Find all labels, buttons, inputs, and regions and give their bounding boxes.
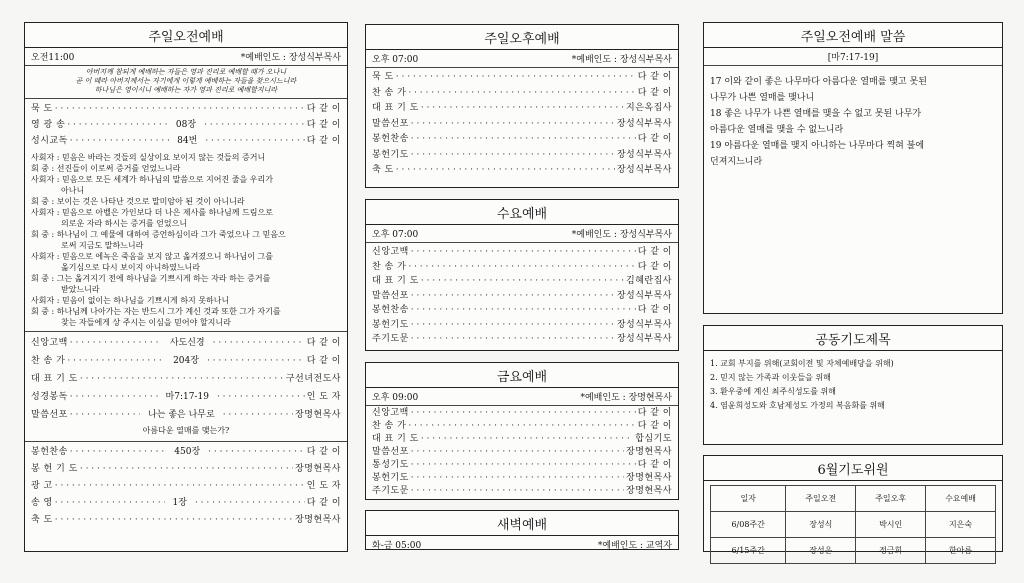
order-item: 봉헌기도 · · · 장성식부목사 [366,318,678,333]
verse-line: 19 아름다운 열매를 맺지 아니하는 나무마다 찍혀 불에 [710,141,925,151]
order-value: 다 같 이 [306,136,341,146]
order-item: 말씀선포 · · · 장명현목사 [366,446,678,459]
verse-line: 아름다운 열매를 맺을 수 없느니라 [710,125,844,135]
order-item: 봉 헌 기 도 · · · 장명현목사 [25,461,347,478]
wednesday-service-panel [365,199,679,351]
prayer-item: 1. 교회 부지를 위해(교회이전 및 자체예배당을 위해) [710,359,894,368]
wednesday-service-header: 오후 07:00 *예배인도 : 장성식부목사 [366,225,678,243]
order-item: 통성기도 · · · 다 같 이 [366,459,678,472]
order-item: 축 도 · · · 장명현목사 [25,512,347,529]
order-middle: 84번 [177,136,198,146]
responsive-line: 사회자 : 믿음으로 아벨은 가인보다 더 나은 제사를 하나님께 드림으로 의로운 자라 하시는 증거를 얻었으니 [31,208,273,228]
order-item: 말씀선포 · · · 장성식부목사 [366,289,678,304]
call-line: 아버지께 참되게 예배하는 자들은 영과 진리로 예배할 때가 오나니 [85,68,287,76]
sermon-title: 나는 좋은 나무로 [148,410,215,420]
order-item [25,101,347,117]
scripture-verses [704,66,1002,170]
morning-service-header [25,48,347,66]
prayer-committee-panel [703,455,1003,555]
order-item: 찬 송 가 · · · 다 같 이 [366,420,678,433]
order-block-3 [25,441,347,529]
order-label: 묵 도 [31,104,53,114]
friday-service-header: 오후 09:00 *예배인도 : 장명현목사 [366,388,678,406]
order-item: 대 표 기 도 · · · 합심기도 [366,433,678,446]
order-item: 봉헌기도 · · · 장성식부목사 [366,148,678,164]
table-row: 6/08주간 장성식 박시인 지은숙 [711,512,996,538]
responsive-reading [25,149,347,328]
prayer-topics-title: 공동기도제목 [704,326,1002,351]
responsive-line: 회 중 : 선진들이 이로써 증거를 얻었느니라 [31,164,181,173]
prayer-committee-title: 6월기도위원 [704,456,1002,481]
morning-service-time: 오전11:00 [31,53,75,63]
verse-line: 나무가 나쁜 열매를 맺나니 [710,93,815,103]
afternoon-service-panel [365,24,679,188]
morning-service-title: 주일오전예배 [25,23,347,48]
responsive-line: 사회자 : 믿음으로 에녹은 죽음을 보지 않고 옮겨졌으니 하나님이 그를 옮기심으로 다시 보이지 아니하였느니라 [31,252,273,272]
order-item: 봉헌찬송 · · · 450장 · · · 다 같 이 [25,444,347,461]
afternoon-service-title: 주일오후예배 [366,25,678,50]
responsive-line: 사회자 : 믿음은 바라는 것들의 실상이요 보이지 않는 것들의 증거니 [31,153,266,162]
call-line: 하나님은 영이시니 예배하는 자가 영과 진리로 예배할지니라 [94,86,278,94]
order-item: 말씀선포 · · · 나는 좋은 나무로 · · · 장명현목사 [25,406,347,424]
order-item: 광 고 · · · 인 도 자 [25,478,347,495]
morning-service-leader: *예배인도 : 장성식부목사 [240,53,341,63]
order-value: 다 같 이 [306,120,341,130]
order-item: 주기도문 · · · 장성식부목사 [366,332,678,347]
verse-line: 18 좋은 나무가 나쁜 열매를 맺을 수 없고 못된 나무가 [710,109,922,119]
morning-service-panel [24,22,348,552]
scripture-reference: [마7:17-19] [704,48,1002,66]
call-to-worship [25,66,347,95]
friday-service-title: 금요예배 [366,363,678,388]
order-item: 대 표 기 도 · · · 지은옥집사 [366,101,678,117]
order-item [25,117,347,133]
order-label: 영 광 송 [31,120,66,130]
order-item: 찬 송 가 · · · 204장 · · · 다 같 이 [25,352,347,370]
responsive-line: 사회자 : 믿음이 없이는 하나님을 기쁘시게 하지 못하나니 [31,296,230,305]
sermon-title-line2: 아름다운 열매를 맺는가? [142,426,230,435]
responsive-line: 회 중 : 보이는 것은 나타난 것으로 말미암아 된 것이 아니니라 [31,197,245,206]
prayer-committee-table [710,485,996,564]
call-line: 곧 이 때라 아버지께서는 자기에게 이렇게 예배하는 자들을 찾으시느니라 [75,77,297,85]
responsive-line: 회 중 : 하나님께 나아가는 자는 반드시 그가 계신 것과 또한 그가 자기를 찾는 자들에게 상 주시는 이심을 믿어야 할지니라 [31,307,281,327]
order-block-1 [25,98,347,149]
dawn-service-header: 화-금 05:00 *예배인도 : 교역자 [372,541,672,551]
table-header-row: 일자 주일오전 주일오후 수요예배 [711,486,996,512]
dawn-service-title: 새벽예배 [366,511,678,536]
order-item: 대 표 기 도 · · · 김혜란집사 [366,274,678,289]
order-item: 대 표 기 도 · · · 구선녀전도사 [25,370,347,388]
prayer-item: 2. 믿지 않는 가족과 이웃들을 위해 [710,373,831,382]
table-row: 6/15주간 장성은 정금희 한아름 [711,538,996,564]
order-item [25,133,347,149]
order-item: 찬 송 가 · · · 다 같 이 [366,86,678,102]
order-item: 신앙고백 · · · 사도신경 · · · 다 같 이 [25,334,347,352]
sermon-text-title: 주일오전예배 말씀 [704,23,1002,48]
order-item: 봉헌찬송 · · · 다 같 이 [366,303,678,318]
prayer-item: 4. 염윤희성도와 호남제성도 가정의 복음화를 위해 [710,401,885,410]
order-item: 찬 송 가 · · · 다 같 이 [366,260,678,275]
verse-line: 17 이와 같이 좋은 나무마다 아름다운 열매를 맺고 못된 [710,77,927,87]
prayer-topics-panel [703,325,1003,445]
responsive-line: 회 중 : 하나님이 그 예물에 대하여 증언하심이라 그가 죽었으나 그 믿음으 로써 지금도 말하느니라 [31,230,286,250]
responsive-line: 회 중 : 그는 옮겨지기 전에 하나님을 기쁘시게 하는 자라 하는 증거를 받았느니라 [31,274,271,294]
order-item: 신앙고백 · · · 다 같 이 [366,407,678,420]
prayer-item: 3. 환우중에 계신 최주식성도를 위해 [710,387,836,396]
order-item: 신앙고백 · · · 다 같 이 [366,245,678,260]
friday-service-panel [365,362,679,500]
order-item: 축 도 · · · 장성식부목사 [366,163,678,179]
order-item: 봉헌찬송 · · · 다 같 이 [366,132,678,148]
verse-line: 던져지느니라 [710,157,763,167]
order-item: 봉헌기도 · · · 장명현목사 [366,472,678,485]
order-middle: 08장 [175,120,197,130]
dawn-service-panel [365,510,679,550]
order-item: 주기도문 · · · 장명현목사 [366,485,678,498]
sermon-text-panel [703,22,1003,314]
responsive-line: 사회자 : 믿음으로 모든 세계가 하나님의 말씀으로 지어진 줄을 우리가 아나니 [31,175,273,195]
order-item: 말씀선포 · · · 장성식부목사 [366,117,678,133]
order-label: 성시교독 [31,136,68,146]
order-item: 성경봉독 · · · 마7:17-19 · · · 인 도 자 [25,388,347,406]
order-item: 송 영 · · · 1장 · · · 다 같 이 [25,495,347,512]
prayer-topics-list [704,351,1002,413]
order-value: 다 같 이 [306,104,341,114]
order-block-2 [25,331,347,438]
afternoon-service-header: 오후 07:00 *예배인도 : 장성식부목사 [366,50,678,68]
wednesday-service-title: 수요예배 [366,200,678,225]
order-item: 묵 도 · · · 다 같 이 [366,70,678,86]
